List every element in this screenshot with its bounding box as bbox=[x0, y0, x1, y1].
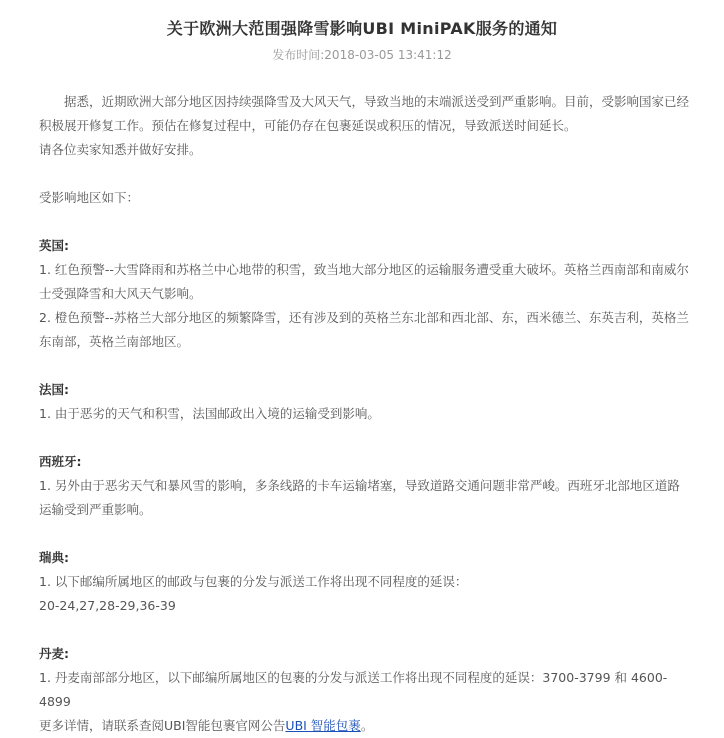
intro-text: 据悉，近期欧洲大部分地区因持续强降雪及大风天气，导致当地的末端派送受到严重影响。目前，受影响国家已经积极展开修复工作。预估在修复过程中，可能仍存在包裹延误或积压的情况，导致派送时间延长。 bbox=[39, 94, 690, 133]
spain-item-1: 1. 另外由于恶劣天气和暴风雪的影响，多条线路的卡车运输堵塞，导致道路交通问题非常严峻。西班牙北部地区道路运输受到严重影响。 bbox=[39, 478, 680, 517]
france-item-1: 1. 由于恶劣的天气和积雪，法国邮政出入境的运输受到影响。 bbox=[39, 406, 380, 421]
intro-paragraph bbox=[39, 90, 689, 138]
ubi-website-link[interactable]: UBI 智能包裹 bbox=[285, 718, 361, 733]
denmark-item-1: 1. 丹麦南部部分地区，以下邮编所属地区的包裹的分发与派送工作将出现不同程度的延误：3700-3799 和 4600-4899 bbox=[39, 670, 668, 709]
intro-notice: 请各位卖家知悉并做好安排。 bbox=[39, 142, 202, 157]
publish-time: 发布时间:2018-03-05 13:41:12 bbox=[272, 48, 452, 62]
section-title-sweden: 瑞典: bbox=[39, 550, 69, 565]
section-title-spain: 西班牙: bbox=[39, 454, 82, 469]
uk-item-2: 2. 橙色预警--苏格兰大部分地区的频繁降雪，还有涉及到的英格兰东北部和西北部、东，西米德兰、东英吉利，英格兰东南部，英格兰南部地区。 bbox=[39, 310, 689, 349]
section-title-denmark: 丹麦: bbox=[39, 646, 69, 661]
sweden-postcodes: 20-24,27,28-29,36-39 bbox=[39, 598, 176, 613]
section-title-france: 法国: bbox=[39, 382, 69, 397]
affected-heading: 受影响地区如下： bbox=[39, 190, 140, 205]
footer-text: 更多详情，请联系查阅UBI智能包裹官网公告 bbox=[39, 718, 286, 733]
footer-end: 。 bbox=[360, 718, 374, 733]
article-body bbox=[39, 90, 689, 738]
section-title-uk: 英国: bbox=[39, 238, 69, 253]
article-title: 关于欧洲大范围强降雪影响UBI MiniPAK服务的通知 bbox=[166, 19, 558, 38]
sweden-item-1: 1. 以下邮编所属地区的邮政与包裹的分发与派送工作将出现不同程度的延误： bbox=[39, 574, 468, 589]
uk-item-1: 1. 红色预警--大雪降雨和苏格兰中心地带的积雪，致当地大部分地区的运输服务遭受重大破坏。英格兰西南部和南威尔士受强降雪和大风天气影响。 bbox=[39, 262, 689, 301]
